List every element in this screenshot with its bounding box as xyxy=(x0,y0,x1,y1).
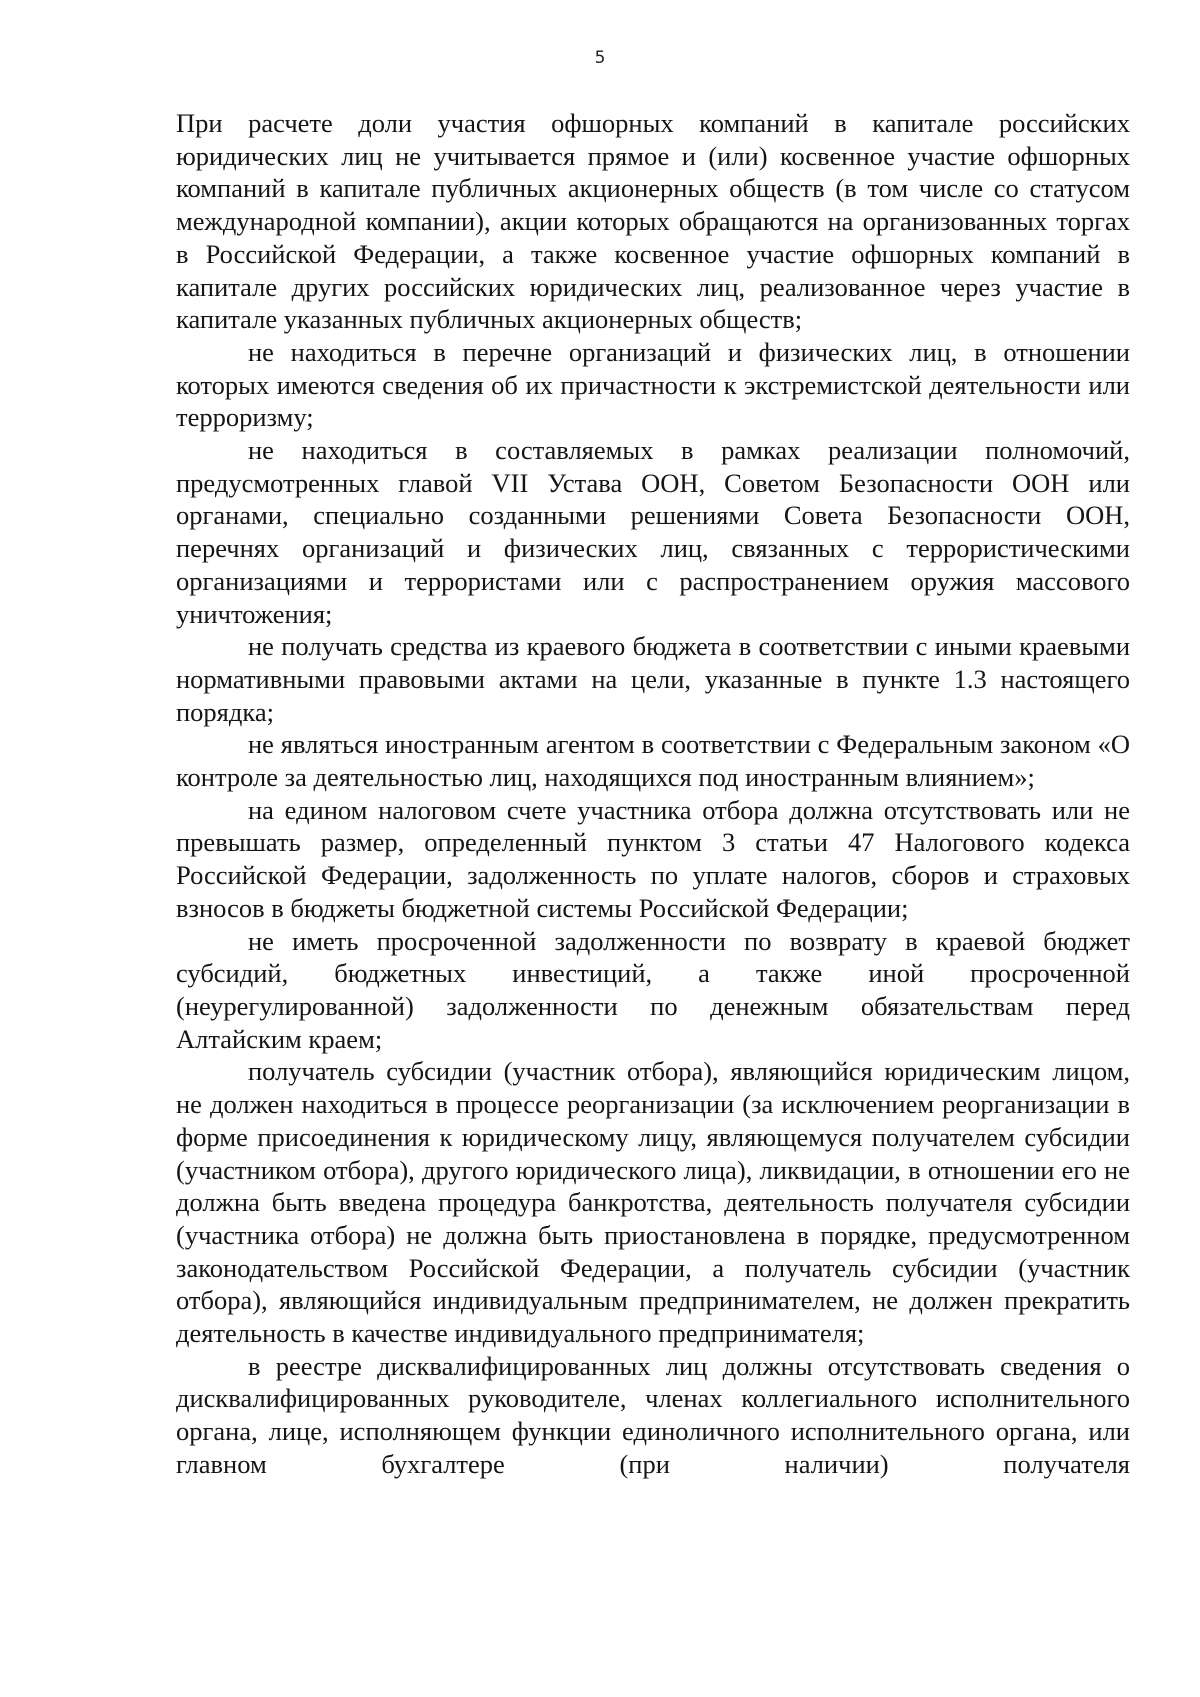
paragraph-overdue-debt: не иметь просроченной задолженности по возврату в краевой бюджет субсидий, бюджетных инвестиций, а также иной просроченной (неурегулированной) задолженности по денежным обязательствам перед Алтайским краем; xyxy=(176,925,1130,1054)
paragraph-offshore-participation: При расчете доли участия офшорных компаний в капитале российских юридических лиц не учитывается прямое и (или) косвенное участие офшорных компаний в капитале публичных акционерных обществ (в том числе со статусом международной компании), акции которых обращаются на организованных торгах в Российской Федерации, а также косвенное участие офшорных компаний в капитале других российских юридических лиц, реализованное через участие в капитале указанных публичных акционерных обществ; xyxy=(176,108,1130,335)
document-body xyxy=(176,107,1130,1481)
paragraph-tax-debt: на едином налоговом счете участника отбора должна отсутствовать или не превышать размер, определенный пунктом 3 статьи 47 Налогового кодекса Российской Федерации, задолженность по уплате налогов, сборов и страховых взносов в бюджеты бюджетной системы Российской Федерации; xyxy=(176,794,1130,923)
paragraph-regional-budget-funds: не получать средства из краевого бюджета в соответствии с иными краевыми нормативными правовыми актами на цели, указанные в пункте 1.3 настоящего порядка; xyxy=(176,631,1130,727)
paragraph-disqualified-persons-registry: в реестре дисквалифицированных лиц должны отсутствовать сведения о дисквалифицированных руководителе, членах коллегиального исполнительного органа, лице, исполняющем функции единоличного исполнительного органа, или главном бухгалтере (при наличии) получателя xyxy=(176,1350,1130,1479)
paragraph-un-security-council-lists: не находиться в составляемых в рамках реализации полномочий, предусмотренных главой VII Устава ООН, Советом Безопасности ООН или органами, специально созданными решениями Совета Безопасности ООН, перечнях организаций и физических лиц, связанных с террористическими организациями и террористами или с распространением оружия массового уничтожения; xyxy=(176,435,1130,629)
paragraph-extremism-list: не находиться в перечне организаций и физических лиц, в отношении которых имеются сведения об их причастности к экстремистской деятельности или терроризму; xyxy=(176,336,1130,433)
paragraph-foreign-agent: не являться иностранным агентом в соответствии с Федеральным законом «О контроле за деятельностью лиц, находящихся под иностранным влиянием»; xyxy=(176,729,1130,793)
paragraph-reorganization-liquidation: получатель субсидии (участник отбора), являющийся юридическим лицом, не должен находиться в процессе реорганизации (за исключением реорганизации в форме присоединения к юридическому лицу, являющемуся получателем субсидии (участником отбора), другого юридического лица), ликвидации, в отношении его не должна быть введена процедура банкротства, деятельность получателя субсидии (участника отбора) не должна быть приостановлена в порядке, предусмотренном законодательством Российской Федерации, а получатель субсидии (участник отбора), являющийся индивидуальным предпринимателем, не должен прекратить деятельность в качестве индивидуального предпринимателя; xyxy=(176,1056,1130,1349)
page-number: 5 xyxy=(594,48,606,68)
